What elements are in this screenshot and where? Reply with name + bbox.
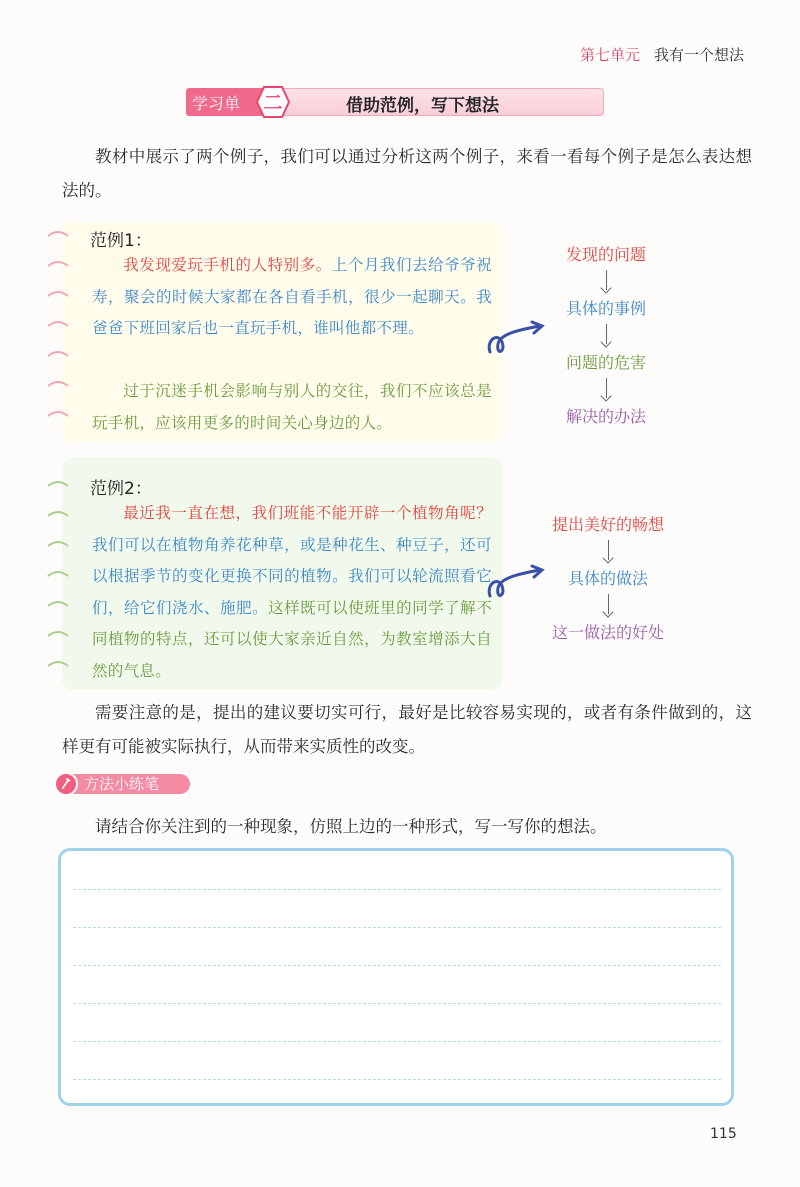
example1-flow — [526, 242, 686, 430]
section-banner — [186, 86, 604, 118]
example1-text-2 — [92, 376, 492, 439]
example2-flow — [520, 512, 696, 646]
example1-problem: 我发现爱玩手机的人特别多。 — [123, 256, 332, 274]
banner-heading: 借助范例，写下想法 — [346, 96, 499, 116]
note-paragraph: 需要注意的是，提出的建议要切实可行，最好是比较容易实现的，或者有条件做到的，这样更有可能被实际执行，从而带来实质性的改变。 — [62, 703, 752, 756]
page-number: 115 — [710, 1126, 737, 1142]
down-arrow-icon — [520, 538, 696, 566]
method-practice-tag — [54, 772, 194, 796]
writing-prompt: 请结合你关注到的一种现象，仿照上边的一种形式，写一写你的想法。 — [95, 817, 607, 836]
down-arrow-icon — [520, 592, 696, 620]
example2-benefit: 这样既可以使班里的同学了解不同植物的特点，还可以使大家亲近自然，为教室增添大自然的气息。 — [92, 598, 492, 680]
example1-title: 范例1： — [90, 231, 152, 251]
binder-rings-icon — [44, 226, 74, 436]
flow2-step-benefit: 这一做法的好处 — [551, 623, 664, 642]
method-label: 方法小练笔 — [84, 775, 160, 793]
flow2-step-idea: 提出美好的畅想 — [551, 515, 664, 534]
unit-label: 第七单元 — [580, 46, 641, 64]
example2-method: 我们可以在植物角养花种草，或是种花生、种豆子，还可以根据季节的变化更换不同的植物。我们可以轮流照看它们，给它们浇水、施肥。 — [92, 535, 492, 617]
down-arrow-icon — [526, 322, 686, 350]
writing-area[interactable] — [58, 848, 734, 1106]
flow1-step-case: 具体的事例 — [565, 299, 646, 318]
intro-paragraph: 教材中展示了两个例子，我们可以通过分析这两个例子，来看一看每个例子是怎么表达想法的。 — [62, 147, 752, 200]
example1-cases: 上个月我们去给爷爷祝寿，聚会的时候大家都在各自看手机，很少一起聊天。我爸爸下班回家后也一直玩手机，谁叫他都不理。 — [92, 256, 492, 337]
flow1-step-harm: 问题的危害 — [565, 353, 646, 372]
example1-text — [92, 250, 492, 345]
binder-rings-icon — [44, 476, 74, 686]
pen-icon — [54, 772, 78, 796]
writing-line — [73, 1041, 721, 1042]
example2-idea: 最近我一直在想，我们班能不能开辟一个植物角呢？ — [123, 504, 492, 522]
banner-label: 学习单 — [192, 94, 241, 113]
example2-title: 范例2： — [90, 479, 152, 499]
writing-line — [73, 889, 721, 890]
example2-text — [92, 498, 492, 687]
example1-solution: 过于沉迷手机会影响与别人的交往，我们不应该总是玩手机，应该用更多的时间关心身边的人。 — [92, 382, 492, 432]
down-arrow-icon — [526, 376, 686, 404]
unit-title: 我有一个想法 — [654, 46, 745, 64]
flow1-step-solution: 解决的办法 — [565, 407, 646, 426]
writing-line — [73, 1079, 721, 1080]
flow1-step-problem: 发现的问题 — [565, 245, 646, 264]
writing-line — [73, 1003, 721, 1004]
flow2-step-method: 具体的做法 — [567, 569, 648, 588]
writing-line — [73, 927, 721, 928]
banner-number: 二 — [263, 92, 283, 114]
writing-line — [73, 965, 721, 966]
down-arrow-icon — [526, 268, 686, 296]
